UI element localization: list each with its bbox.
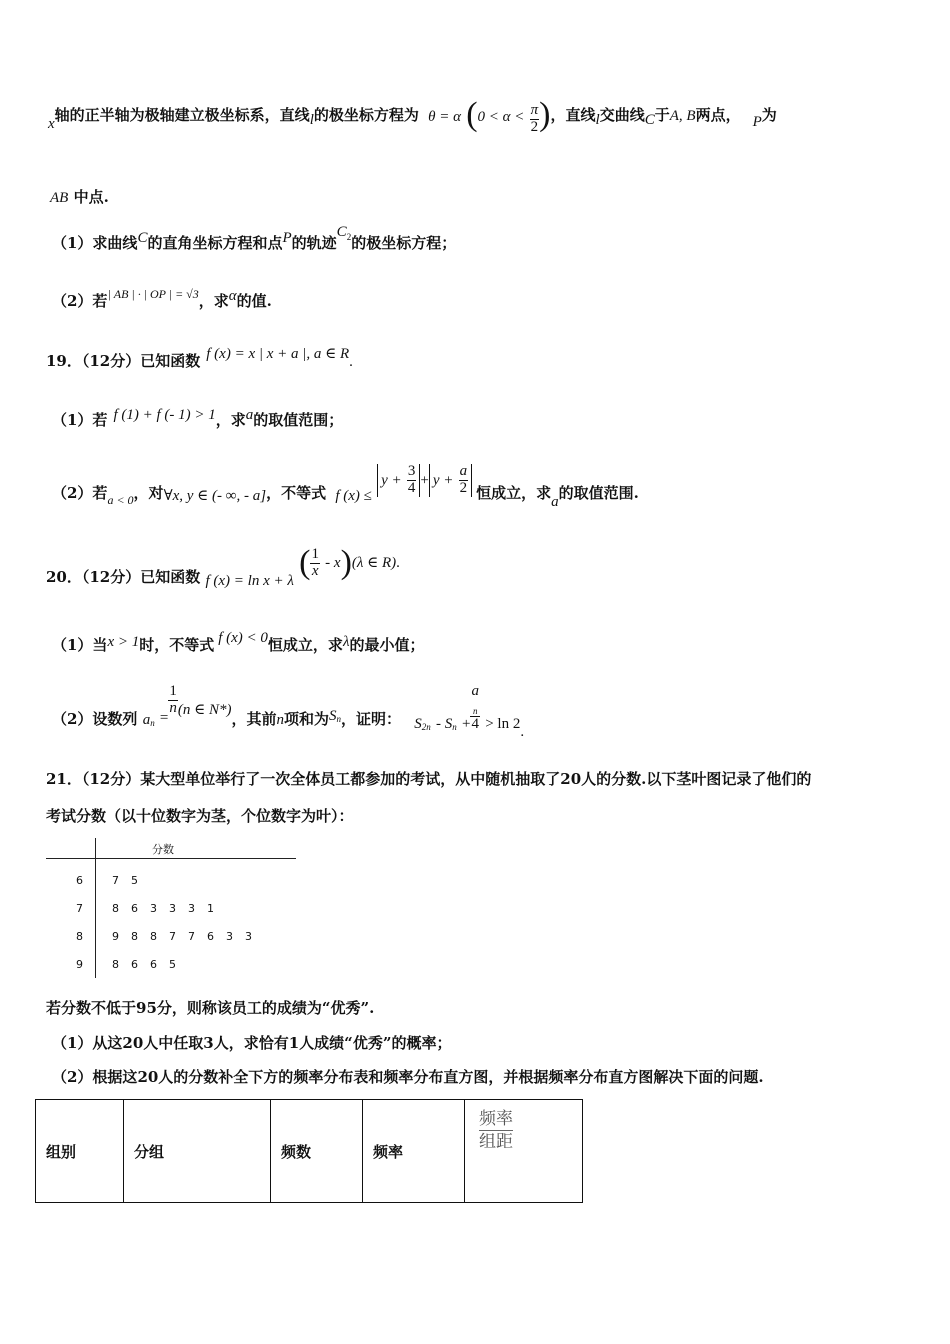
var-AB: A, B [669, 108, 696, 124]
var-C2: C [336, 224, 347, 240]
text: （2）设数列 [52, 710, 138, 728]
col-header: 组别 [36, 1100, 124, 1203]
leaf: 5 [131, 874, 138, 887]
num: 频率 [479, 1108, 513, 1131]
leaf: 6 [150, 958, 157, 971]
text: 的极坐标方程； [351, 234, 457, 252]
text: 轴的正半轴为极轴建立极坐标系，直线 [54, 106, 310, 124]
cond: x > 1 [107, 634, 140, 650]
leaf: 5 [169, 958, 176, 971]
eq-ab-op: | AB | · | OP | = √3 [107, 287, 199, 301]
text: 的值. [236, 292, 272, 310]
text: 时，不等式 [139, 636, 215, 654]
frac-a-2 [459, 464, 469, 497]
stem-leaf-header: 分数 [152, 843, 174, 856]
cond: (n ∈ N*) [177, 702, 232, 719]
text: ，不等式 [266, 484, 327, 502]
paren: ) [539, 96, 551, 133]
var-x: x [48, 116, 55, 132]
text: . [520, 724, 525, 741]
text: 19．（12分）已知函数 [46, 352, 201, 370]
frac-1-x [310, 547, 320, 580]
eq: = [159, 710, 169, 727]
leaf: 3 [188, 902, 195, 915]
var-P: P [752, 114, 762, 130]
paren: ( [466, 96, 478, 133]
leaf: 1 [207, 902, 214, 915]
q18-line2 [50, 190, 109, 206]
text: 的极坐标方程为 [313, 106, 419, 124]
paren: ) [340, 544, 352, 581]
var-n: n [276, 712, 285, 728]
text: ，求 [198, 292, 229, 310]
leaves [112, 958, 188, 971]
leaves [112, 930, 264, 943]
q18-line1 [48, 96, 777, 152]
q20-part2 [52, 683, 525, 741]
text: ，其前 [231, 710, 277, 728]
abs1 [377, 464, 420, 497]
gt-ln2: > ln 2 [485, 716, 521, 733]
q18-part1 [52, 224, 457, 254]
leaf: 3 [150, 902, 157, 915]
leaf: 3 [245, 930, 252, 943]
frac-an-4 [470, 684, 480, 733]
sub-2: 2 [346, 232, 352, 242]
leaf: 3 [169, 902, 176, 915]
paren: ( [299, 544, 311, 581]
var-P: P [282, 230, 292, 246]
text: 两点， [695, 106, 741, 124]
text: 为 [761, 106, 777, 124]
text: 的轨迹 [291, 234, 337, 252]
text: . [396, 555, 400, 571]
leaf: 6 [131, 958, 138, 971]
leaves [112, 902, 226, 915]
leaf: 6 [207, 930, 214, 943]
q21-part2: （2）根据这20人的分数补全下方的频率分布表和频率分布直方图，并根据频率分布直方图解决下面的问题. [52, 1068, 764, 1086]
den: x [311, 562, 319, 579]
sub-n: n [472, 705, 478, 716]
fx: f (x) ≤ [335, 488, 372, 505]
num: π [530, 101, 539, 118]
eq-f20 [205, 544, 400, 589]
num: 3 [407, 463, 416, 479]
divider [46, 858, 296, 859]
var-a: a [551, 494, 559, 510]
minus-S: - S [436, 716, 453, 733]
num: 1 [311, 545, 319, 562]
leaf: 8 [112, 902, 119, 915]
stem: 9 [76, 958, 83, 971]
text: （1）求曲线 [52, 234, 138, 252]
var-C: C [137, 230, 148, 246]
num: 1 [169, 683, 177, 699]
text: 中点. [73, 188, 109, 206]
stem-leaf-plot [46, 838, 298, 980]
table-row [36, 1100, 583, 1203]
sub-n: n [452, 722, 457, 733]
stem: 6 [76, 874, 83, 887]
leaf: 8 [150, 930, 157, 943]
freq-over-width [479, 1108, 513, 1153]
forall: ∀x, y ∈ (- ∞, - a] [163, 488, 267, 504]
eq-cond: 0 < α < [477, 109, 525, 125]
den: n [169, 699, 177, 716]
frac-3-4 [407, 464, 417, 497]
var-l: l [309, 112, 314, 128]
text: 交曲线 [599, 106, 645, 124]
num: a [459, 463, 468, 479]
S: S [414, 716, 422, 733]
q21-def: 若分数不低于95分，则称该员工的成绩为“优秀”. [46, 999, 375, 1017]
stem: 7 [76, 902, 83, 915]
text: ，求 [215, 411, 246, 429]
S: S [329, 708, 337, 724]
q21-part1: （1）从这20人中任取3人，求恰有1人成绩“优秀”的概率； [52, 1034, 452, 1052]
a: a [471, 683, 479, 699]
col-header [465, 1100, 583, 1203]
q19-part2 [52, 464, 639, 508]
var-C: C [644, 112, 655, 128]
frequency-table [35, 1099, 583, 1203]
text: ，证明： [341, 710, 402, 728]
leaf: 7 [112, 874, 119, 887]
text: （2）若 [52, 484, 108, 502]
leaf: 8 [131, 930, 138, 943]
text: （1）当 [52, 636, 108, 654]
plus: + [462, 716, 471, 733]
var-a: a [245, 407, 254, 423]
text: 恒成立，求 [476, 484, 552, 502]
leaf: 7 [169, 930, 176, 943]
q19-part1 [52, 407, 344, 429]
q19-head [46, 346, 353, 370]
polar-equation [428, 96, 551, 138]
sub-n: n [336, 714, 342, 724]
text: ，对 [133, 484, 164, 502]
q20-part1 [52, 630, 425, 654]
den: 2 [530, 118, 539, 135]
leaf: 8 [112, 958, 119, 971]
leaf: 9 [112, 930, 119, 943]
col-header: 分组 [124, 1100, 271, 1203]
abs2 [429, 464, 472, 497]
y: y + [381, 472, 402, 489]
eq-theta: θ = α [428, 109, 461, 125]
an-def [142, 683, 232, 729]
leaf: 3 [226, 930, 233, 943]
den: 4 [407, 479, 416, 496]
text: 20．（12分）已知函数 [46, 568, 201, 586]
col-header: 频率 [363, 1100, 465, 1203]
col-header: 频数 [271, 1100, 363, 1203]
den: 4 [471, 715, 479, 732]
stem: 8 [76, 930, 83, 943]
sub-2n: 2n [421, 722, 431, 733]
leaf: 6 [131, 902, 138, 915]
cond: a < 0 [107, 493, 134, 507]
text: 的取值范围. [558, 484, 639, 502]
sub-n: n [150, 718, 155, 729]
leaf: 7 [188, 930, 195, 943]
text: 项和为 [284, 710, 330, 728]
text: 于 [654, 106, 670, 124]
q21-line1: 21．（12分）某大型单位举行了一次全体员工都参加的考试，从中随机抽取了20人的分数.以下茎叶图记录了他们的 [46, 770, 812, 788]
text: 的最小值； [349, 636, 425, 654]
plus: + [420, 472, 429, 489]
q18-part2 [52, 287, 272, 310]
eq-f: f (x) = x | x + a |, a ∈ R [206, 346, 350, 362]
text: （2）若 [52, 292, 108, 310]
leaves [112, 874, 150, 887]
q20-head [46, 544, 400, 592]
eq-ineq: f (1) + f (- 1) > 1 [113, 407, 216, 423]
frac-1-n [168, 684, 178, 717]
var-alpha: α [228, 288, 237, 304]
text: ，直线 [550, 106, 596, 124]
text: 的取值范围； [253, 411, 344, 429]
minus-x: - x [325, 555, 341, 571]
q21-line2: 考试分数（以十位数字为茎，个位数字为叶）： [46, 807, 354, 825]
var-lambda: λ [342, 634, 350, 650]
y: y + [432, 472, 454, 489]
cond: (λ ∈ R) [351, 555, 397, 571]
text: . [349, 354, 353, 370]
den: 组距 [479, 1132, 513, 1153]
a: a [142, 712, 151, 729]
eq: f (x) < 0 [218, 630, 268, 646]
den: 2 [459, 479, 468, 496]
text: 恒成立，求 [267, 636, 343, 654]
text: 的直角坐标方程和点 [147, 234, 283, 252]
proof-ineq [414, 683, 525, 741]
var-AB: AB [50, 190, 69, 206]
text: （1）若 [52, 411, 108, 429]
frac-pi-2 [530, 103, 540, 136]
var-l: l [595, 112, 600, 128]
ineq-abs [335, 463, 472, 505]
fx: f (x) = ln x + λ [205, 573, 294, 589]
divider [95, 838, 96, 978]
